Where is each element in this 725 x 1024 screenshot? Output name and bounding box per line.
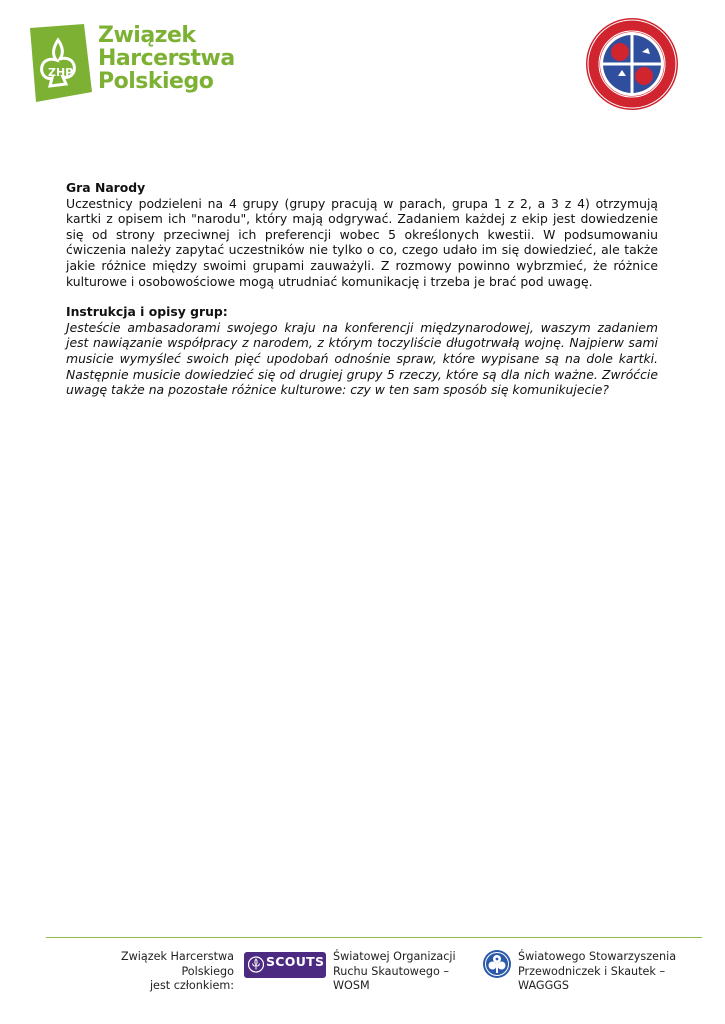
footer-divider (46, 937, 702, 938)
logo-line-1: Związek (98, 23, 196, 48)
footer-member-line-1: Związek Harcerstwa Polskiego (120, 950, 234, 978)
section-title-gra-narody: Gra Narody (66, 180, 146, 195)
footer-member-line-2: jest członkiem: (149, 979, 234, 992)
section-body-instrukcja: Jesteście ambasadorami swojego kraju na konferencji międzynarodowej, waszym zadaniem jest nawiązanie współpracy z narodem, z którym toczyliście długotrwałą wojnę. Najpierw sami musicie wymyśleć swoich pięć upodobań odnośnie spraw, które wypisane są na dole kartki. Następnie musicie dowiedzieć się od drugiej grupy 5 rzeczy, które są dla nich ważne. Zwróćcie uwagę także na pozostałe różnice kulturowe: czy w ten sam sposób się komunikujecie? (66, 319, 658, 398)
zhp-logo (22, 22, 235, 104)
scouts-emblem-icon (248, 956, 264, 973)
svg-text:ZHP: ZHP (48, 66, 74, 79)
logo-line-3: Polskiego (98, 69, 214, 94)
scouts-badge-label: SCOUTS (266, 954, 325, 969)
footer-wagggs-text (518, 950, 718, 994)
wagggs-trefoil-icon (482, 949, 512, 979)
footer-wosm-text (333, 950, 478, 994)
zhp-logo-text (98, 24, 238, 93)
footer (0, 944, 725, 994)
scouts-of-the-world-award-seal (584, 16, 680, 112)
footer-member-text (74, 950, 234, 994)
zhp-lily-icon (22, 22, 94, 104)
scouts-badge (244, 952, 326, 978)
document-body (66, 180, 658, 398)
footer-wagggs-line-1: Światowego Stowarzyszenia (518, 950, 677, 963)
section-title-instrukcja: Instrukcja i opisy grup: (66, 304, 228, 320)
footer-wosm-line-2: Ruchu Skautowego – WOSM (333, 964, 449, 992)
footer-wosm-line-1: Światowej Organizacji (333, 950, 456, 963)
section-body-gra-narody: Uczestnicy podzieleni na 4 grupy (grupy pracują w parach, grupa 1 z 2, a 3 z 4) otrzymują kartki z opisem ich "narodu", który mają odgrywać. Zadaniem każdej z ekip jest dowiedzenie się od strony przeciwnej ich preferencji wobec 5 określonych kwestii. W podsumowaniu ćwiczenia należy zapytać uczestników nie tylko o co, czego udało im się dowiedzieć, ale także jakie różnice między swoimi grupami zauważyli. Z rozmowy powinno wybrzmieć, że różnice kulturowe i osobowościowe mogą utrudniać komunikację i trzeba je brać pod uwagę. (66, 195, 658, 289)
footer-wagggs-line-2: Przewodniczek i Skautek – WAGGGS (518, 964, 666, 992)
logo-line-2: Harcerstwa (98, 46, 235, 71)
